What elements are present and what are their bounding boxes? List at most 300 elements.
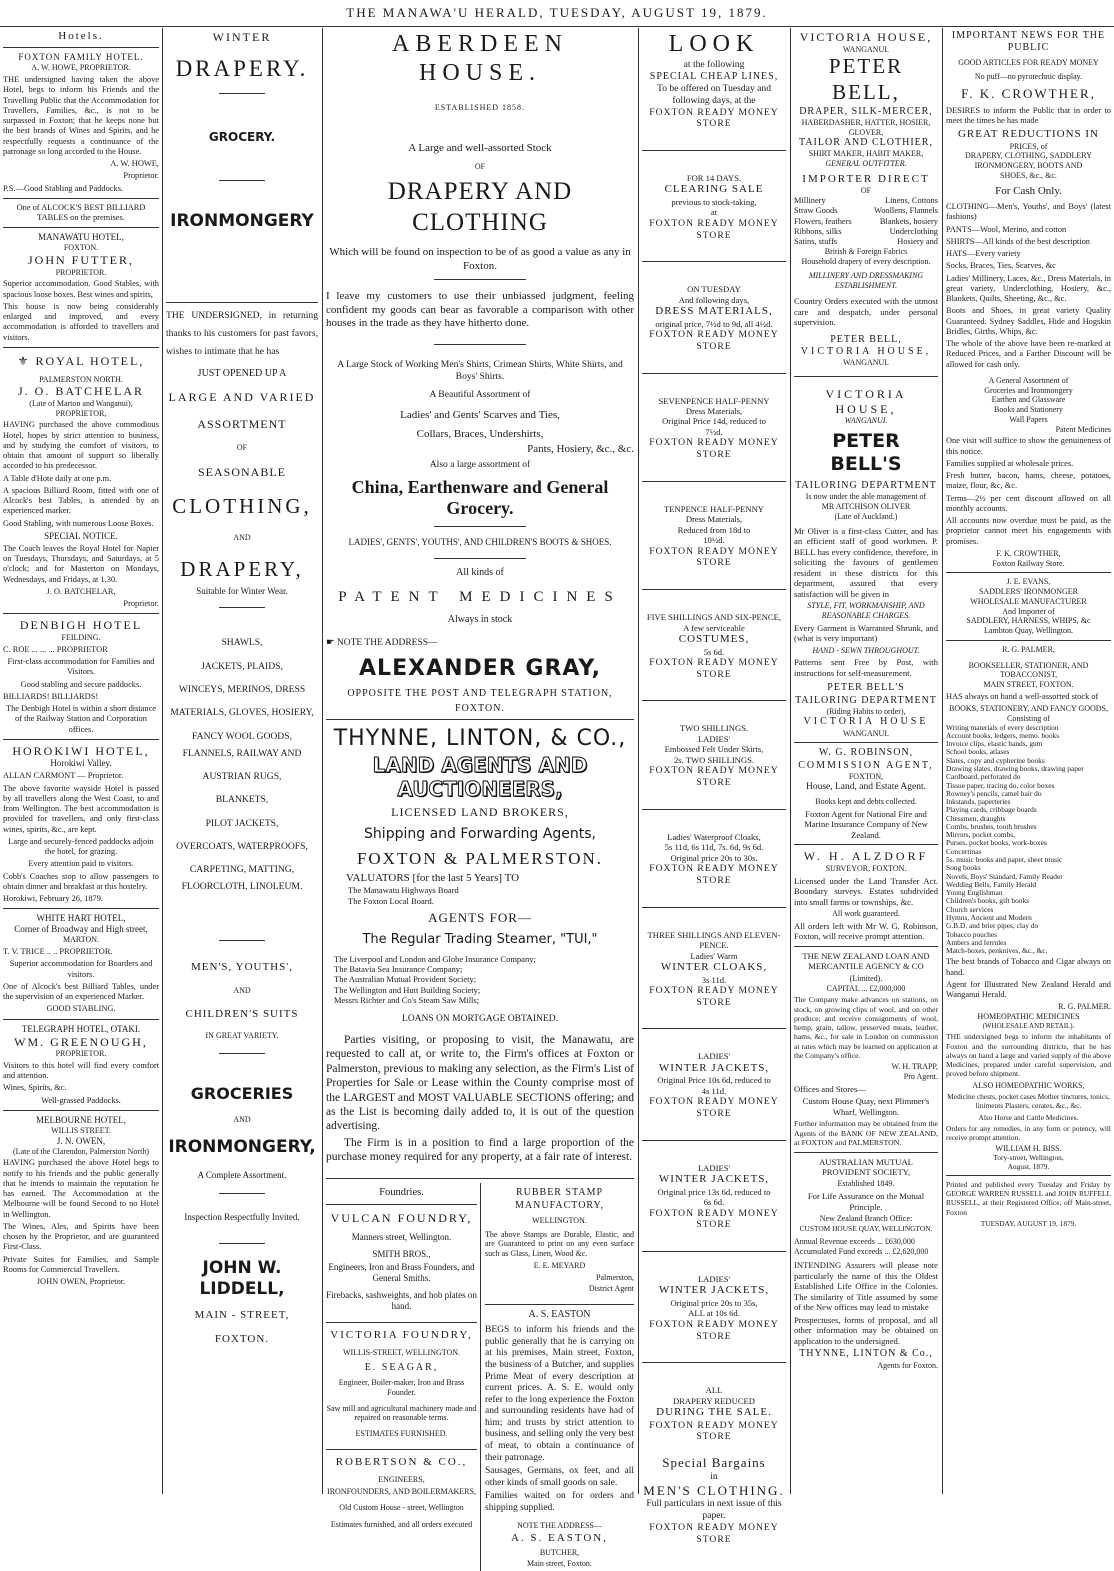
ad-body: LADIES', GENTS', YOUTHS', AND CHILDREN'S BOOTS & SHOES. [348,537,612,548]
sale-line: 10½d. [703,535,725,546]
ad-body: IRONFOUNDERS, AND BOILERMAKERS, [327,1486,476,1496]
divider [642,150,786,151]
sale-line: DRAPERY REDUCED [672,1395,756,1406]
store-name: FOXTON READY MONEY STORE [649,217,779,241]
ad-body: The above Stamps are Durable, Elastic, and are Guaranteed to print on any even surface such as Glass, Linen, Wood &c. [485,1229,634,1259]
ad-line: No puff—no pyrotechnic display. [974,72,1083,82]
ad-line: All work guaranteed. [832,909,900,919]
ad-signature: THYNNE, LINTON & Co., [799,1348,933,1360]
sale-line: Original price 20s to 35s, [670,1297,758,1308]
sale-item [642,1140,786,1231]
advertiser-name: JOHN W. LIDDELL, [199,1257,285,1299]
ad-proprietor: A. W. HOWE, PROPRIETOR. [31,63,131,73]
ad-body: All orders left with Mr W. G. Robinson, Foxton, will receive prompt attention. [794,920,938,942]
sale-line: WINTER JACKETS, [658,1284,770,1297]
ad-address: Tory-street, Wellington, [993,1153,1064,1163]
ad-line: IMPORTER DIRECT [802,172,930,185]
store-name: FOXTON READY MONEY STORE [649,985,779,1008]
ad-title: COMMISSION AGENT, [798,759,934,771]
ad-line: AND [233,986,251,996]
ad-line: House, Land, and Estate Agent. [805,781,927,792]
ad-line: A General Assortment of [988,375,1069,385]
divider [3,908,159,909]
stock-item: Writing materials of every description [946,722,1059,732]
stock-item: School books, atlases [946,747,1010,757]
ad-body: Further information may be obtained from the Agents of the BANK OF NEW ZEALAND, at FOXTON and PALMERSTON. [794,1119,938,1147]
ad-line: Wall Papers [1009,414,1048,424]
divider [326,719,634,720]
divider [794,376,938,377]
sale-line: SEVENPENCE HALF-PENNY [658,395,770,406]
list-item: The Foxton Local Board. [348,895,434,906]
masthead: THE MANAWA'U HERALD, TUESDAY, AUGUST 19, 1879. [346,5,768,20]
ad-title: AUSTRALIAN MUTUAL PROVIDENT SOCIETY, [819,1156,913,1177]
ad-line: ESTABLISHED 1858. [434,102,526,112]
ad-title: ROBERTSON & CO., [335,1455,468,1468]
ad-line: STYLE, FIT, WORKMANSHIP, AND [807,601,925,611]
ad-heading: For Cash Only. [995,184,1062,197]
ad-body: Engineer, Boiler-maker, Iron and Brass Founder. [338,1378,465,1397]
column-hotels [3,30,159,1492]
list-item: CARPETING, MATTING, FLOORCLOTH, LINOLEUM. [181,864,303,893]
stock-item: G.B.D. and brier pipes, clay do [946,921,1039,931]
sale-item [642,261,786,352]
divider [794,844,938,845]
stock-item: Drawing slates, drawing books, drawing paper [946,763,1084,773]
ad-name: JOHN FUTTER, [27,253,134,268]
ad-address: Old Custom House - street, Wellington [339,1502,464,1512]
sale-line: LADIES' [697,1162,731,1173]
ad-body: Large and securely-fenced paddocks adjoin the hotel, for grazing. [8,836,154,857]
goods-list [946,202,1111,337]
stock-item: Novels, Boys' Standard, Family Reader [946,871,1063,881]
section-heading: Hotels. [58,30,104,42]
ad-heading: Special Bargains [662,1454,766,1470]
ad-place: Palmerston, [596,1272,634,1282]
divider [219,607,265,608]
store-name: FOXTON READY MONEY STORE [649,1419,779,1443]
ad-address: Corner of Broadway and High street, [14,924,148,935]
ad-body: Sausages, Germans, ox feet, and all other kinds of small goods on sale. [485,1466,634,1488]
goods-line: PANTS—Wool, Merino, and cotton [946,224,1067,234]
sale-line: LADIES' [697,1273,731,1284]
ad-title: HOMEOPATHIC MEDICINES [977,1012,1080,1022]
ad-line: A Complete Assortment. [197,1169,287,1180]
ad-proprietor: PROPRIETOR, [55,408,107,418]
ad-line: Offices and Stores— [794,1083,866,1094]
ad-signature: A. W. HOWE, [110,159,159,169]
ad-signature: Agents for Foxton. [877,1360,938,1370]
ad-line: GLOVER, [848,127,884,137]
ad-place: FOXTON. [63,243,99,253]
ad-line: For Life Assurance on the Mutual Principle. [807,1191,925,1212]
divider [219,1243,265,1244]
ad-body: Patterns sent Free by Post, with instructions for self-measurement. [794,657,938,678]
ad-line: OF [860,186,872,196]
stock-item: Children's books, gift books [946,896,1030,906]
ad-body: HAVING purchased the above commodious Hotel, hopes by strict attention to business, and by studying the comfort of visitors, to obtain that amount of support so liberally accorded to his predecessor. [3,420,159,471]
ad-name: SMITH BROS., [372,1248,431,1259]
sale-line: ON TUESDAY [687,284,741,295]
sale-item [642,809,786,887]
imprint: Printed and published every Tuesday and Friday by GEORGE WARREN RUSSELL and JOHN RUFFELL RUSSELL, at their Registered Office, off Main-street, Foxton [946,1180,1111,1217]
imprint-date: TUESDAY, AUGUST 19, 1879. [980,1218,1077,1228]
column-crowther [946,30,1111,1492]
ad-body: Wines, Spirits, &c. [3,1083,67,1093]
store-name: FOXTON READY MONEY STORE [649,1207,779,1231]
list-item: The Batavia Sea Insurance Company; [334,964,463,975]
royal-arms-icon: ⚜ [17,353,31,368]
ad-body: Superior accommodation for Boarders and visitors. [9,959,153,979]
divider [434,558,526,559]
list-item: The Australian Mutual Provident Society; [334,974,477,985]
divider [219,1193,265,1194]
sale-line: 2s. TWO SHILLINGS. [673,754,755,765]
ad-body: The Company make advances on stations, on stock, on growing clips of wool, and on other produce; and receive consignments of wool, hemp, grain, tallow, preserved meats, leather, hams, &c., for sale in London on commission at rates which may be learned on application at the Company's office. [794,995,938,1060]
ad-address: MAIN - STREET, [194,1309,290,1322]
ad-line: DRAPERY, CLOTHING, SADDLERY [965,151,1092,161]
list-item: SHAWLS, [221,637,263,649]
goods-cell: Woollens, Flannels [874,206,938,216]
ad-line: CUSTOM HOUSE QUAY, WELLINGTON. [799,1223,933,1233]
ad-note: A spacious Billiard Room, fitted with one of Alcock's best Tables, is attended by an experienced marker. [3,485,159,516]
ad-place: WELLINGTON. [532,1215,587,1225]
ad-line: ALSO HOMEOPATHIC WORKS, [972,1080,1085,1090]
goods-row [794,237,938,247]
ad-line: Groceries and Ironmongery [984,385,1073,395]
ad-body: First-class accommodation for Families and Visitors. [7,657,155,677]
ad-body: I leave my customers to use their unbiassed judgment, feeling confident my goods can bear as favorable a comparison with other houses in the trade as they have hitherto done. [326,290,634,330]
sale-line: TWO SHILLINGS. [679,723,749,734]
ad-place: PALMERSTON NORTH. [39,374,123,384]
ad-line: The Regular Trading Steamer, "TUI," [362,931,598,947]
ad-line: Patent Medicines [1055,424,1111,434]
ad-heading: GROCERIES [190,1083,294,1103]
ad-name: J. N. OWEN, [56,1135,106,1146]
ad-title: VICTORIA HOUSE, [799,30,933,44]
ad-place: WILLIS STREET. [51,1125,111,1135]
list-item: WINCEYS, MERINOS, DRESS [178,683,306,695]
ad-signature: JOHN OWEN, Proprietor. [36,1277,126,1287]
list-item: The Manawatu Highways Board [348,885,459,896]
ad-heading: GREAT REDUCTIONS IN [957,128,1100,141]
ad-line: GENERAL OUTFITTER. [825,159,907,169]
ad-address: FOXTON. [214,1332,270,1345]
ad-note: BILLIARDS! BILLIARDS! [3,691,99,701]
ad-address: Lambton Quay, Wellington. [984,626,1073,636]
ad-line: REASONABLE CHARGES. [821,610,911,620]
store-name: FOXTON READY MONEY STORE [649,765,779,789]
masthead-rule [0,26,1114,27]
ad-line: SHOES, &c., &c. [1000,170,1057,180]
ad-address: FOXTON. [455,702,505,714]
divider [3,1019,159,1020]
stock-item: Mirrors, pocket combs, [946,830,1015,840]
ad-body: One visit will suffice to show the genuineness of this notice. [946,436,1111,456]
ad-body: Families supplied at wholesale prices. [946,458,1074,468]
stock-item: Rowney's pencils, camel hair do [946,788,1042,798]
store-name: FOXTON READY MONEY STORE [649,863,779,886]
ad-place: Horokiwi Valley. [50,758,112,769]
column-liddell [166,30,318,1492]
goods-row [794,227,938,237]
ad-line: AND [233,1115,251,1125]
divider [219,93,265,94]
ad-body: Licensed under the Land Transfer Act. Boundary surveys. Estates subdivided into small farms or townships, &c. [794,875,938,907]
rubber-easton-column [485,1183,634,1571]
ad-line: at the following [683,59,745,71]
list-item: MATERIALS, GLOVES, HOSIERY, [170,707,314,719]
divider [3,739,159,740]
ad-address: OPPOSITE THE POST AND TELEGRAPH STATION, [347,688,613,700]
ad-heading: FOXTON & PALMERSTON. [356,849,604,869]
sale-item [642,907,786,1009]
sale-line: Embossed Felt Under Skirts, [664,744,764,755]
ad-line: VICTORIA HOUSE [803,716,929,728]
ad-line: ASSORTMENT [197,416,287,431]
ad-title: HOROKIWI HOTEL, [12,743,150,758]
ad-body: THE undersigned having taken the above Hotel, begs to inform his Friends and the Travelling Public that the Accommodation for Travellers, Families, &c., is not to be surpassed in Foxton; that he keeps none but the best brands of Wines and Spirits, and he respectfully requests a continuance of the patronage so long accorded to the House. [3,75,159,156]
sale-line: 7½d. [705,426,723,437]
ad-heading: WINTER [212,30,272,44]
ad-body: Ladies' and Gents' Scarves and Ties, [400,408,560,421]
sale-line: original price, 7½d to 9d, all 4½d. [655,318,773,329]
ad-body: Estimates furnished, and all orders executed [330,1520,473,1530]
stock-item: Playing cards, cribbage boards [946,805,1037,815]
ad-line: CAPITAL ... £2,000,000 [826,983,906,993]
stock-item: Tissue paper, tracing do, color boxes [946,780,1055,790]
ad-note: GOOD STABLING. [46,1004,116,1014]
ad-line: BOOKS, STATIONERY, AND FANCY GOODS, [948,704,1108,714]
ad-body: Cobb's Coaches stop to allow passengers to obtain dinner and breakfast at this hostelry. [3,871,159,891]
divider [946,572,1111,573]
ad-line: A Large and well-assorted Stock [408,142,552,155]
goods-line: Ladies' Millinery, Laces, &c., Dress Materials, in great variety, Underclothing, Hosiery, &c., Blankets, Quilts, Sheeting, &c., &c. [946,273,1111,304]
divider [642,1028,786,1029]
stock-item: Concertinas [946,846,982,856]
ad-body: HAVING purchased the above Hotel begs to notify to his friends and the public generally that he intends to maintain the reputation he has earned. The Accommodation at the Melbourne will be found Second to no Hotel in Wellington. [3,1158,159,1219]
ad-proprietor: C. ROE ... ... ... PROPRIETOR [3,644,108,654]
ad-line: IN GREAT VARIETY. [205,1031,279,1041]
ad-body: Also Horse and Cattle Medicines. [978,1112,1079,1122]
ad-line: Books and Stationery [994,405,1063,415]
ad-name: W. G. ROBINSON, [818,747,914,759]
divider [3,347,159,348]
ad-place: WANGANUI. [843,44,889,54]
sale-line: COSTUMES, [678,633,750,646]
column-aberdeen [326,30,634,1569]
ad-line: HAND - SEWN THROUGHOUT. [812,645,920,655]
divider [326,1204,477,1205]
sale-item [642,373,786,461]
ad-title: A. S. EASTON [528,1309,591,1321]
ad-body: Every attention paid to visitors. [28,859,134,869]
ad-list [166,634,318,895]
sale-line: 3s 11d. [701,974,727,985]
divider [3,1110,159,1111]
divider [642,373,786,374]
ad-line: Established 1849. [837,1179,895,1189]
list-item: FANCY WOOL GOODS, FLANNELS, RAILWAY AND [182,730,302,759]
sale-line: Original Price 14d, reduced to [662,416,766,427]
ad-heading: PATENT MEDICINES [338,588,622,605]
list-item: BLANKETS, [215,794,269,806]
sale-line: at [710,207,718,218]
ad-body: Good stabling and secure paddocks. [20,679,142,689]
stock-item: Match-boxes, penknives, &c., &c. [946,946,1048,956]
column-rule [162,28,163,1494]
ad-line: SPECIAL CHEAP LINES, [649,70,779,82]
column-victoria-house [794,30,938,1492]
sale-line: Original Price 10s 6d, reduced to [657,1075,771,1086]
ad-body: BEGS to inform his friends and the public generally that he is carrying on at his premises, Main street, Foxton, the business of a Butcher, and supplies Prime Meat of every description at current prices. A. S. E. would only refer to the long experience the Foxton and surrounding residents have had of him; and trusts by strict attention to business, and selling only the very best of meat, to obtain a continuance of their patronage. [485,1325,634,1463]
stock-item: Song books [946,863,981,873]
goods-cell: Millinery [794,196,826,206]
ad-title: VICTORIA FOUNDRY, [330,1328,473,1341]
sale-line: FOR 14 DAYS. [686,172,742,183]
ad-body: All kinds of [456,567,504,579]
ad-subtitle: SPECIAL NOTICE. [44,530,118,541]
goods-row [794,206,938,216]
goods-cell: Linens, Cottons [884,196,938,206]
ad-heading: IMPORTANT NEWS FOR THE PUBLIC [951,30,1106,54]
column-rule [322,28,323,1494]
sale-line: ALL at 10s 6d. [688,1308,740,1319]
store-name: FOXTON READY MONEY STORE [649,657,779,680]
divider [3,227,159,228]
ad-line: Earthen and Glassware [991,395,1066,405]
ad-line: (Late of Auckland.) [834,511,898,521]
ad-body: DESIRES to inform the Public that in order to meet the times he has made [946,105,1111,125]
ad-line: LOANS ON MORTGAGE OBTAINED. [402,1013,558,1024]
valuator-list [326,885,634,906]
goods-cell: Satins, stuffs [794,237,838,247]
ad-signature: WILLIAM H. BISS. [995,1143,1062,1153]
ad-heading: DRAPERY, [180,556,304,581]
ad-line: Full particulars in next issue of this paper. [646,1498,782,1522]
ad-body: Terms—2½ per cent discount allowed on all monthly accounts. [946,493,1111,513]
ad-heading: DRAPERY. [175,55,309,81]
sale-line: 5s 6d. [703,646,725,657]
ad-signature: WANGANUI. [843,358,889,368]
stock-item: Account books, ledgers, memo. books [946,730,1060,740]
goods-table [794,196,938,247]
ad-signature: F. K. CROWTHER, [996,548,1061,558]
ad-line: PETER BELL'S [827,682,905,694]
ad-body: ENGINEERS, [378,1475,425,1485]
list-item: PILOT JACKETS, [205,817,279,829]
ad-body: Agent for Illustrated New Zealand Herald and Wanganui Herald. [946,979,1111,1000]
ad-heading: CLOTHING, [172,493,312,518]
ad-place: FOXTON, [848,771,884,781]
ad-body: Firebacks, sashweights, and hob plates on hand. [326,1289,477,1311]
lower-ads [326,1183,634,1571]
sale-line: ALL [705,1385,723,1396]
ad-heading: DRAPERY AND CLOTHING [387,178,573,236]
divider [434,344,526,345]
ad-proprietor: PROPRIETOR. [55,267,107,277]
store-name: FOXTON READY MONEY STORE [649,1521,779,1545]
ad-line: And Importer of [1002,606,1055,616]
agency-list [326,954,634,1006]
sale-line: TENPENCE HALF-PENNY [663,503,765,514]
ad-body: A Large Stock of Working Men's Shirts, Crimean Shirts, White Shirts, and Boys' Shirts. [337,359,623,383]
ad-title: VICTORIA HOUSE, [825,386,907,416]
ad-line: New Zealand Branch Office: [819,1214,913,1224]
list-item: The Wellington and Hutt Building Society; [334,984,481,995]
divider [3,47,159,48]
stock-item: Hymns, Ancient and Modern [946,913,1032,923]
ad-line: MR AITCHISON OLIVER [821,502,911,512]
divider [434,279,526,280]
ad-name: E. E. MEYARD [533,1260,586,1270]
goods-line: Boots and Shoes, in great variety Quality Guaranteed. Sydney Saddles, Hide and Hogskin Bridles, Girths, Whips, &c. [946,306,1111,336]
ad-body: The whole of the above have been re-marked at Reduced Prices, and a Farther Discount will be allowed for cash only. [946,339,1111,369]
ad-line: SHIRT MAKER, HABIT MAKER, [808,149,924,159]
sale-line: LADIES' [697,1051,731,1062]
sale-line: 4s 11d. [701,1085,727,1096]
pointing-hand-icon: ☛ [326,638,335,649]
ad-body: The Firm is in a position to find a large proportion of the purchase money required for any property, at a fair rate of interest. [326,1136,634,1164]
ad-line: JUST OPENED UP A [197,367,287,379]
ad-proprietor: T. V. TRICE .. .. PROPRIETOR. [3,947,113,957]
ad-line: PRICES, of [1009,141,1048,151]
sale-item [642,481,786,569]
divider [485,1304,634,1305]
ad-line: MILLINERY AND DRESSMAKING [808,270,924,280]
ad-address: MAIN STREET, FOXTON. [983,680,1074,690]
ad-note: Good Stabling, with numerous Loose Boxes. [3,518,154,528]
divider [642,907,786,908]
ad-line: Accumulated Fund exceeds ... £2,620,000 [794,1246,929,1256]
ad-line: BOOKSELLER, STATIONER, AND TOBACCONIST, [968,660,1089,680]
divider [794,742,938,743]
ad-title: DENBIGH HOTEL [19,618,143,633]
list-item: AUSTRIAN RUGS, [202,771,282,783]
store-name: FOXTON READY MONEY STORE [649,1096,779,1119]
ad-note: (Late of the Clarendon, Palmerston North) [13,1146,149,1156]
ad-heading: ABERDEEN HOUSE. [392,31,568,87]
goods-line: HATS—Every variety [946,249,1021,259]
stock-item: Wedding Bells, Family Herald [946,879,1037,889]
ad-body: Country Orders executed with the utmost care and despatch, under personal supervision. [794,296,938,328]
goods-line: Socks, Braces, Ties, Scarves, &c [946,261,1056,271]
ad-line: Suitable for Winter Wear. [196,586,288,597]
ad-body: Fresh butter, bacon, hams, cheese, potatoes, maize, flour, &c, &c. [946,471,1111,491]
ad-note: P.S.—Good Stabling and Paddocks. [3,183,124,193]
ad-name: R. G. PALMER, [1002,644,1055,654]
ad-signature: J. O. BATCHELAR, [46,586,116,596]
ad-note: A Table d'Hote daily at one p.m. [3,473,112,483]
ad-line: To be offered on Tuesday and following days, at the [657,83,771,106]
ad-body: One of Alcock's best Billiard Tables, under the supervision of an experienced Marker. [3,981,159,1002]
sale-item [642,1028,786,1119]
stock-item: Inkstands, paperteries [946,797,1011,807]
sale-line: WINTER JACKETS, [658,1061,770,1074]
ad-date: August, 1879. [1007,1162,1050,1172]
ad-address: WILLIS-STREET, WELLINGTON. [342,1348,461,1358]
goods-cell: Underclothing [889,226,938,236]
ad-line: Consisting of [1007,713,1050,723]
goods-line: SHIRTS—All kinds of the best description [946,236,1090,246]
ad-line: in [710,1470,718,1482]
stock-item: Slates, copy and cypherine books [946,755,1045,765]
ad-title: TELEGRAPH HOTEL, OTAKI. [21,1023,141,1034]
divider [326,1322,477,1323]
ad-note: The Denbigh Hotel is within a short distance of the Railway Station and Corporation offices. [5,704,157,734]
ad-body: INTENDING Assurers will please note particularly the name of this the Oldest Established Life Office in the Colonies. The similarity of Title assumed by some of the New offices may lead to mistake [794,1260,938,1313]
ad-title: SURVEYOR, FOXTON. [825,863,907,873]
